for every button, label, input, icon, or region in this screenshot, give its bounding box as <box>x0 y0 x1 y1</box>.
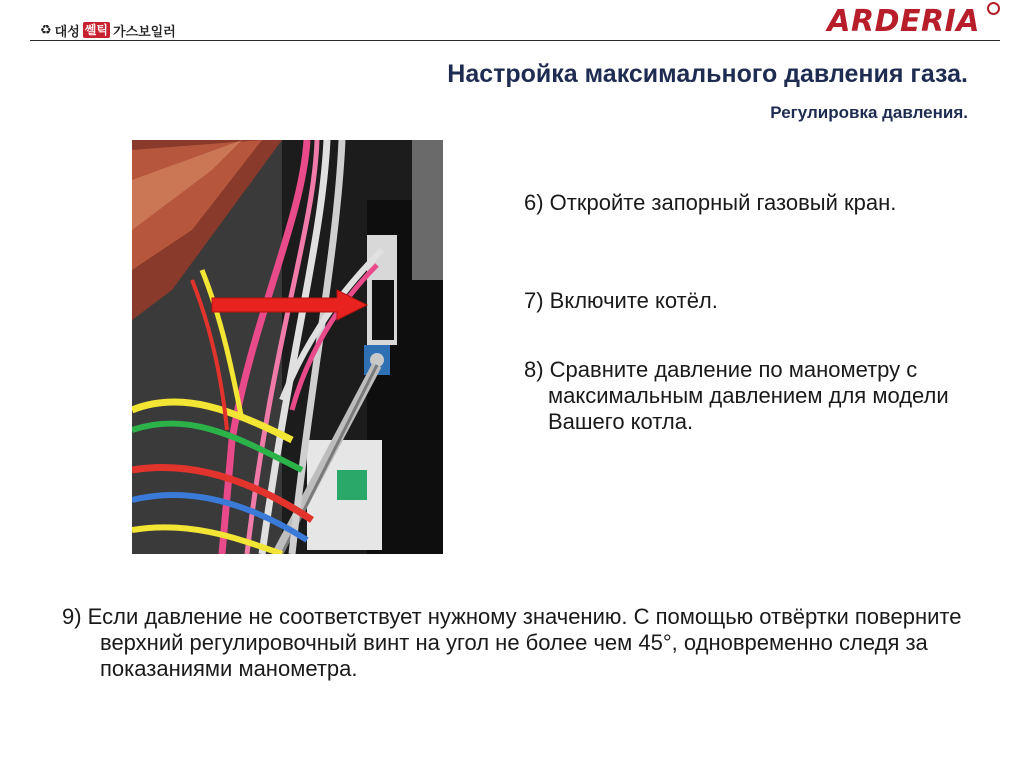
logo-emblem-icon: ♻ <box>40 22 52 38</box>
logo-brand-name: 대성 <box>54 24 80 40</box>
step-7 <box>524 288 718 314</box>
arderia-logo-text: ARDERIA <box>827 4 980 39</box>
step-9-text: 9) Если давление не соответствует нужному значению. С помощью отвёртки поверните верхний регулировочный винт на угол не более чем 45°, одновременно следя за показаниями манометра. <box>62 604 962 681</box>
step-6 <box>524 190 896 216</box>
logo-brand-tag: 쎌틱 <box>84 23 108 37</box>
header <box>0 0 1024 44</box>
arderia-logo <box>827 4 980 39</box>
logo-brand-suffix: 가스보일러 <box>112 24 176 40</box>
boiler-wiring-photo <box>132 140 443 554</box>
header-rule <box>30 40 1000 41</box>
step-8 <box>524 357 964 435</box>
step-7-text: 7) Включите котёл. <box>524 288 718 313</box>
daesung-celtic-logo <box>40 20 176 40</box>
step-8-text: 8) Сравните давление по манометру с максимальным давлением для модели Вашего котла. <box>524 357 949 434</box>
step-6-text: 6) Откройте запорный газовый кран. <box>524 190 897 215</box>
photo-illustration <box>132 140 443 554</box>
slide-subtitle: Регулировка давления. <box>770 103 968 122</box>
slide-title: Настройка максимального давления газа. <box>447 60 968 88</box>
logo-circle-icon <box>987 2 1000 15</box>
